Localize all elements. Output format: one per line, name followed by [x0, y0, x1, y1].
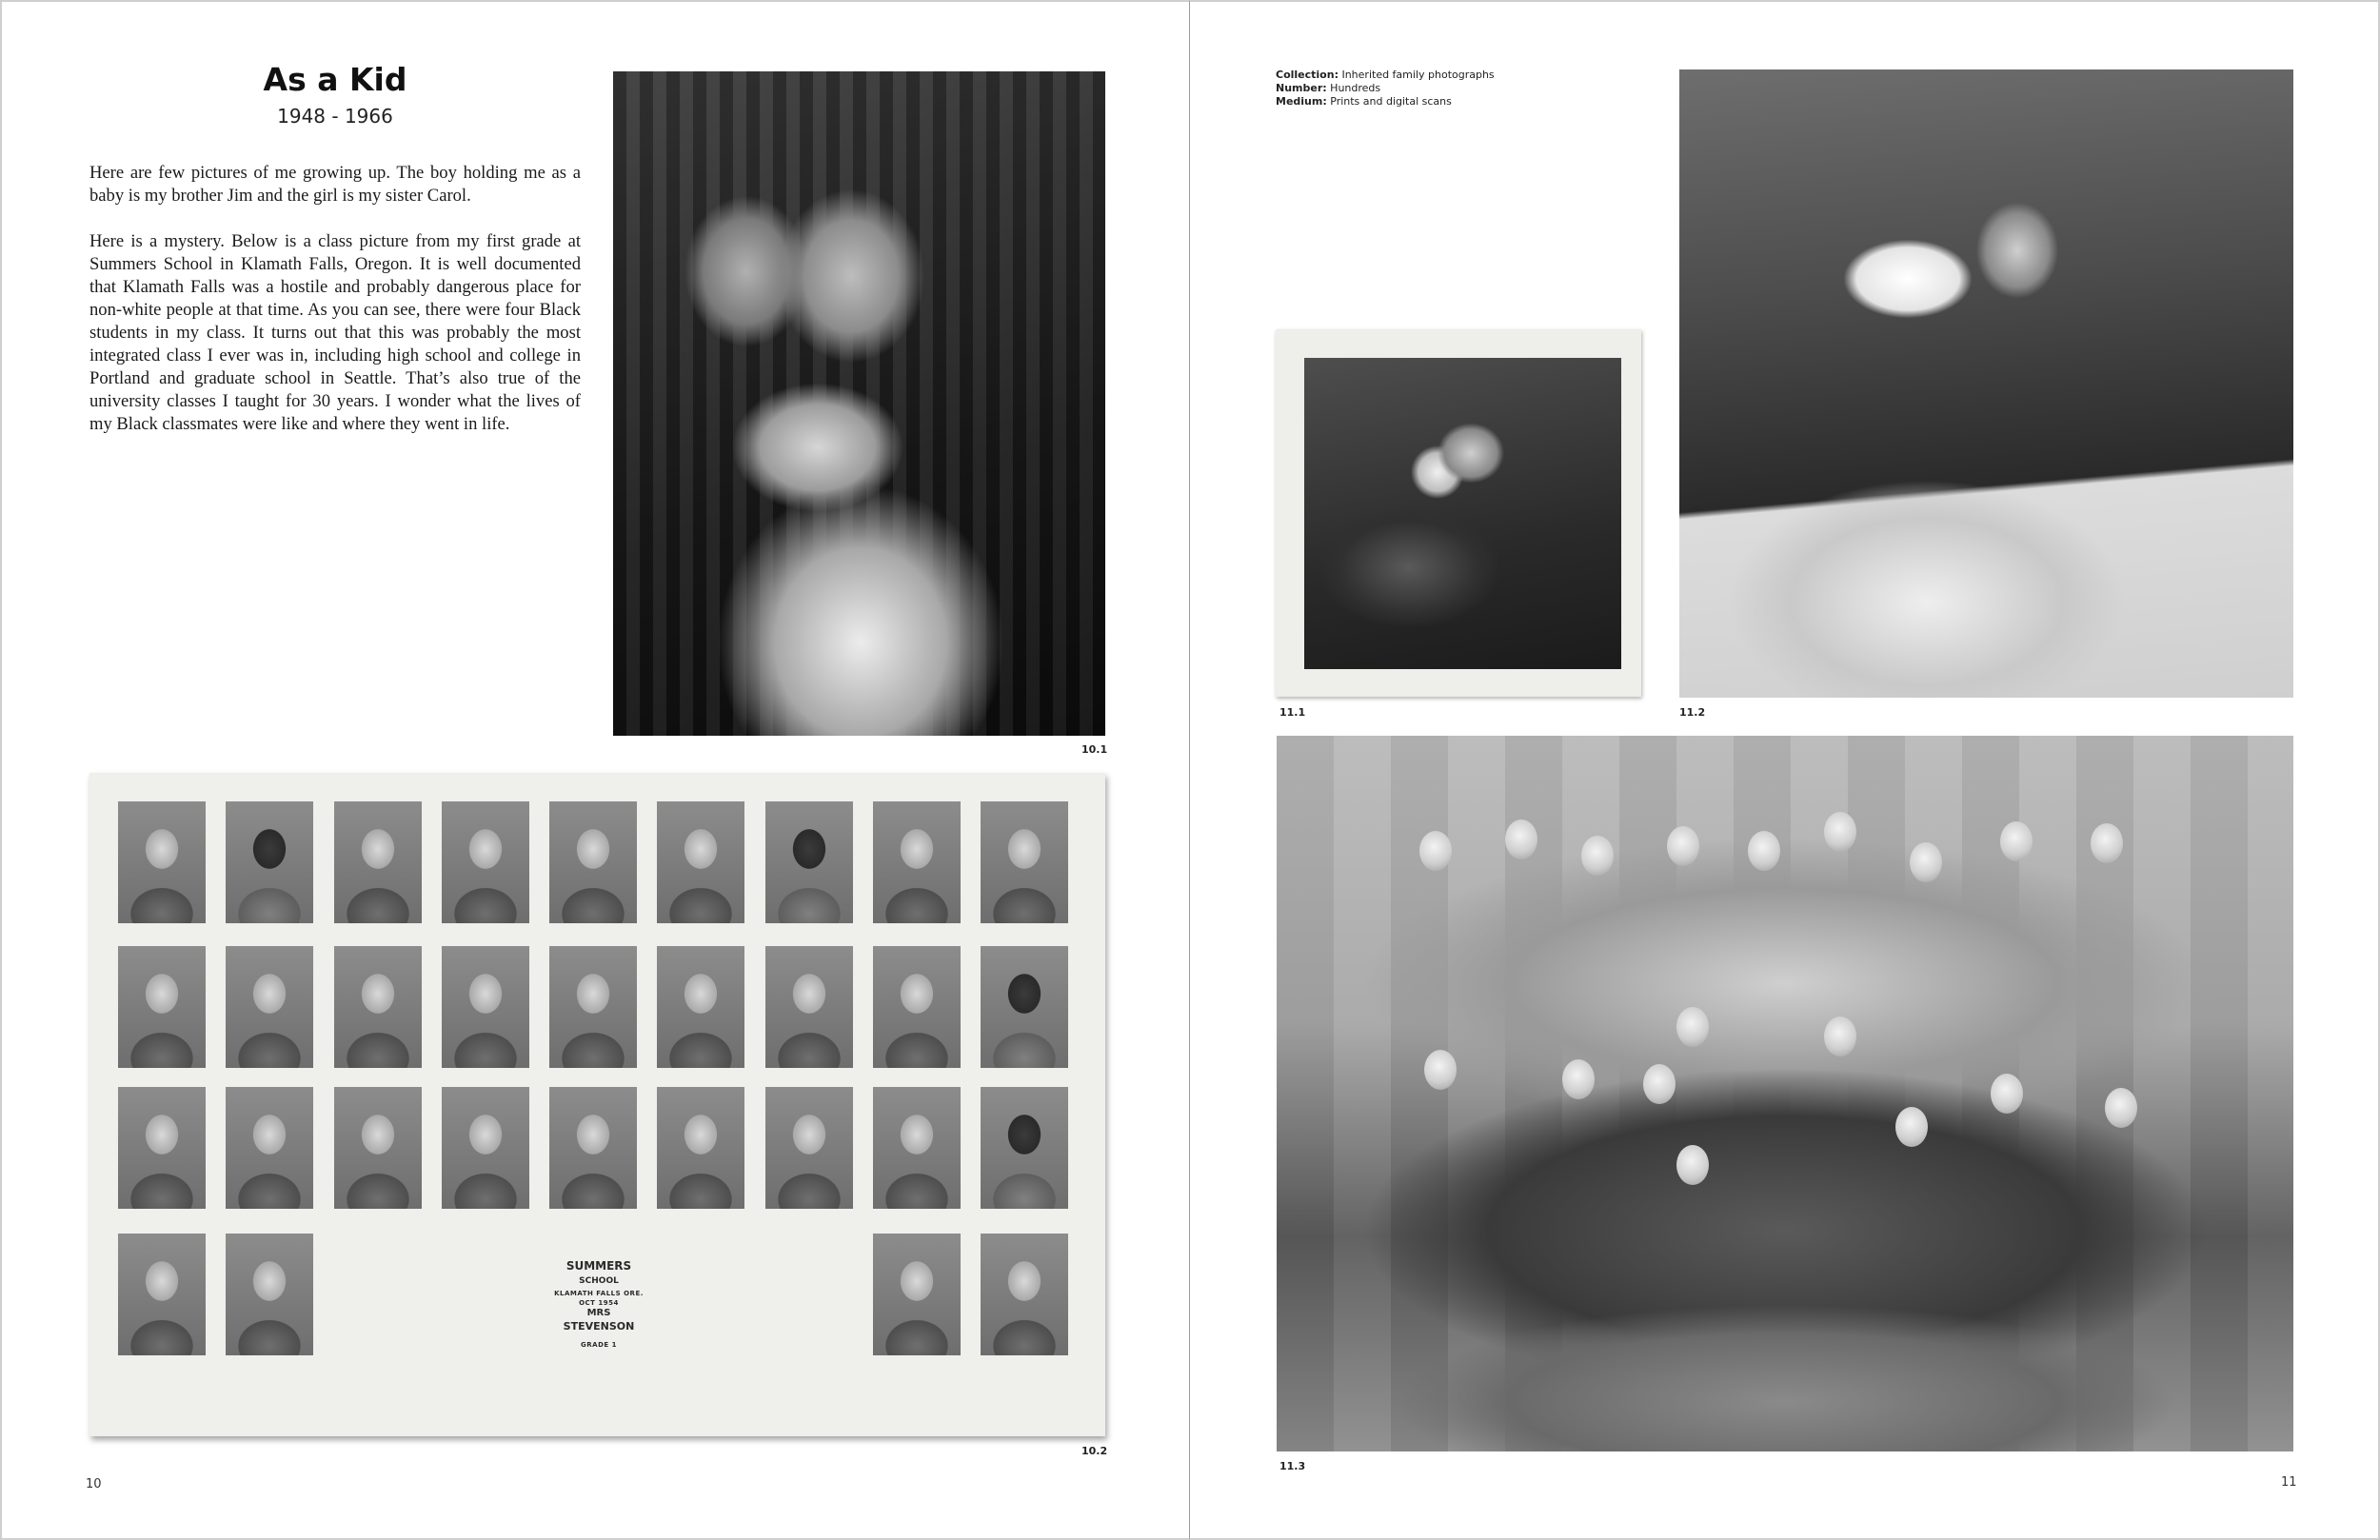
class-label-teacher: STEVENSON [563, 1320, 635, 1333]
family-member-face [1748, 831, 1780, 871]
family-member-face [1676, 1007, 1709, 1047]
class-portrait [118, 946, 206, 1068]
class-portrait [442, 946, 529, 1068]
class-photo-label [537, 1258, 661, 1350]
class-portrait [765, 946, 853, 1068]
class-portrait [657, 1087, 744, 1209]
family-member-face [1824, 812, 1856, 852]
family-member-face [1505, 819, 1537, 859]
family-member-face [2091, 823, 2123, 863]
family-member-face [2105, 1088, 2137, 1128]
class-portrait [981, 1087, 1068, 1209]
intro-text [89, 162, 581, 459]
page-subtitle-years: 1948 - 1966 [277, 105, 393, 128]
class-portrait [226, 1234, 313, 1355]
photo-birthday-cake [1679, 69, 2293, 698]
family-member-face [1667, 826, 1699, 866]
family-member-face [1910, 842, 1942, 882]
class-label-grade: GRADE 1 [581, 1341, 617, 1349]
class-portrait [226, 1087, 313, 1209]
family-member-face [2000, 821, 2033, 861]
meta-collection [1276, 69, 1495, 82]
family-member-face [1562, 1059, 1595, 1099]
class-portrait [657, 801, 744, 923]
photo-caption-11-1: 11.1 [1279, 706, 1306, 719]
meta-number-label: Number: [1276, 82, 1327, 94]
class-portrait [981, 801, 1068, 923]
photo-family-group [1277, 736, 2293, 1451]
page-number-left: 10 [86, 1477, 102, 1491]
family-member-face [1419, 831, 1452, 871]
intro-paragraph-1: Here are few pictures of me growing up. The boy holding me as a baby is my brother Jim and the girl is my sister Carol. [89, 163, 581, 206]
family-member-face [1895, 1107, 1928, 1147]
meta-medium-value: Prints and digital scans [1330, 95, 1452, 108]
class-portrait [442, 801, 529, 923]
family-member-face [1581, 836, 1614, 876]
class-portrait [873, 1087, 961, 1209]
class-label-school-name: SUMMERS [565, 1259, 632, 1273]
photo-caption-11-2: 11.2 [1679, 706, 1706, 719]
class-portrait [549, 1087, 637, 1209]
class-label-mrs: MRS [586, 1308, 611, 1318]
class-portrait [334, 946, 422, 1068]
family-member-face [1424, 1050, 1457, 1090]
class-portrait [873, 946, 961, 1068]
meta-number [1276, 82, 1495, 95]
class-portrait [549, 801, 637, 923]
class-portrait [442, 1087, 529, 1209]
class-portrait [765, 801, 853, 923]
class-portrait [765, 1087, 853, 1209]
class-portrait [118, 1087, 206, 1209]
family-member-face [1643, 1064, 1676, 1104]
class-portrait [226, 801, 313, 923]
family-member-face [1676, 1145, 1709, 1185]
class-portrait [334, 1087, 422, 1209]
meta-medium-label: Medium: [1276, 95, 1327, 108]
collection-metadata [1276, 69, 1495, 109]
class-portrait [981, 946, 1068, 1068]
class-portrait [118, 801, 206, 923]
photo-siblings-with-baby [613, 71, 1105, 736]
class-portrait [226, 946, 313, 1068]
class-portrait [549, 946, 637, 1068]
class-portrait [657, 946, 744, 1068]
class-photo [89, 773, 1105, 1436]
family-member-face [1824, 1017, 1856, 1056]
photo-caption-10-1: 10.1 [1081, 743, 1108, 756]
class-portrait [981, 1234, 1068, 1355]
meta-number-value: Hundreds [1330, 82, 1381, 94]
class-label-date: OCT 1954 [579, 1299, 619, 1307]
meta-medium [1276, 95, 1495, 109]
class-portrait [118, 1234, 206, 1355]
meta-collection-label: Collection: [1276, 69, 1339, 81]
class-portrait [334, 801, 422, 923]
photo-boy-with-dog [1304, 358, 1621, 669]
family-member-face [1991, 1074, 2023, 1114]
photo-caption-11-3: 11.3 [1279, 1460, 1306, 1472]
class-portrait [873, 801, 961, 923]
class-label-city: KLAMATH FALLS ORE. [554, 1290, 644, 1297]
page-title: As a Kid [263, 61, 407, 98]
intro-paragraph-2: Here is a mystery. Below is a class picture from my first grade at Summers School in Klamath Falls, Oregon. It is well documented that Klamath Falls was a hostile and probably dangerous place for non-white people at that time. As you can see, there were four Black students in my class. It turns out that this was probably the most integrated class I ever was in, including high school and college in Portland and graduate school in Seattle. That’s also true of the university classes I taught for 30 years. I wonder what the lives of my Black classmates were like and where they went in life. [89, 231, 581, 434]
class-portrait [873, 1234, 961, 1355]
page-number-right: 11 [2281, 1475, 2297, 1490]
class-label-school: SCHOOL [579, 1276, 619, 1286]
photo-caption-10-2: 10.2 [1081, 1445, 1108, 1457]
meta-collection-value: Inherited family photographs [1341, 69, 1495, 81]
